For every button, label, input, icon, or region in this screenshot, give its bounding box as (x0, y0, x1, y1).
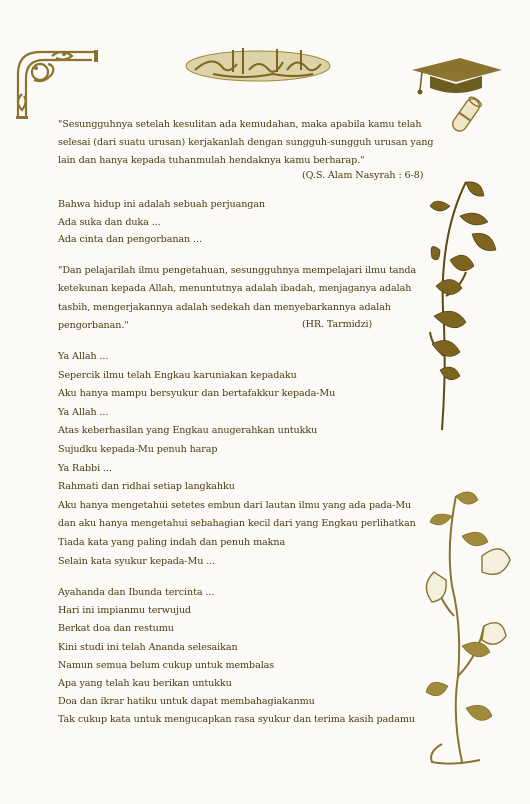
calligraphy-emblem-icon (183, 44, 333, 84)
quote-line: "Dan pelajarilah ilmu pengetahuan, sesungguhnya mempelajari ilmu tanda (58, 265, 417, 276)
verse-line: Sujudku kepada-Mu penuh harap (58, 443, 218, 455)
parents-verse (58, 584, 415, 730)
verse-line: Sepercik ilmu telah Engkau karuniakan kepadaku (58, 369, 297, 381)
verse-line: Aku hanya mampu bersyukur dan bertafakkur kepada-Mu (58, 388, 336, 400)
quote-line: lain dan hanya kepada tuhanmulah hendaknya kamu berharap." (58, 155, 365, 166)
verse-line: Selain kata syukur kepada-Mu ... (58, 555, 216, 567)
corner-ornament-icon (12, 44, 102, 120)
verse-line: Kini studi ini telah Ananda selesaikan (58, 641, 238, 653)
verse-line: Ada suka dan duka ... (58, 216, 161, 228)
verse-line: Atas keberhasilan yang Engkau anugerahkan untukku (58, 425, 318, 437)
quote-line: tasbih, mengerjakannya adalah sedekah dan menyebarkannya adalah (58, 301, 391, 313)
verse-line: Tiada kata yang paling indah dan penuh makna (58, 536, 286, 548)
flower-vine-icon (422, 476, 518, 768)
life-verse (58, 196, 265, 249)
verse-line: Aku hanya mengetahui setetes embun dari lautan ilmu yang ada pada-Mu (58, 499, 412, 511)
quote-line: "Sesungguhnya setelah kesulitan ada kemudahan, maka apabila kamu telah (58, 119, 422, 130)
verse-line: Bahwa hidup ini adalah sebuah perjuangan (58, 199, 266, 210)
verse-line: dan aku hanya mengetahui sebahagian kecil dari yang Engkau perlihatkan (58, 518, 416, 530)
verse-line: Doa dan ikrar hatiku untuk dapat membahagiakanmu (58, 696, 315, 708)
prayer-verse (58, 348, 416, 571)
verse-line: Ya Allah ... (58, 351, 109, 362)
verse-line: Rahmati dan ridhai setiap langkahku (58, 481, 235, 493)
verse-line: Ya Rabbi ... (58, 462, 112, 474)
verse-line: Tak cukup kata untuk mengucapkan rasa syukur dan terima kasih padamu (58, 714, 415, 726)
quote-source: (HR. Tarmidzi) (302, 319, 373, 330)
verse-line: Berkat doa dan restumu (58, 623, 174, 635)
verse-line: Namun semua belum cukup untuk membalas (58, 659, 275, 671)
verse-line: Ya Allah ... (58, 406, 109, 418)
verse-line: Ayahanda dan Ibunda tercinta ... (58, 587, 215, 598)
quote-line: selesai (dari suatu urusan) kerjakanlah dengan sungguh-sungguh urusan yang (58, 137, 434, 148)
hadith-quote (58, 262, 448, 335)
verse-line: Hari ini impianmu terwujud (58, 605, 191, 617)
verse-line: Ada cinta dan pengorbanan ... (58, 234, 202, 245)
quote-line: ketekunan kepada Allah, menuntutnya adalah ibadah, menjaganya adalah (58, 283, 412, 295)
diploma-scroll-icon (446, 86, 486, 144)
quran-quote (58, 116, 438, 170)
verse-line: Apa yang telah kau berikan untukku (58, 678, 232, 690)
quote-line: pengorbanan." (58, 319, 129, 331)
quote-source: (Q.S. Alam Nasyrah : 6-8) (302, 170, 424, 181)
